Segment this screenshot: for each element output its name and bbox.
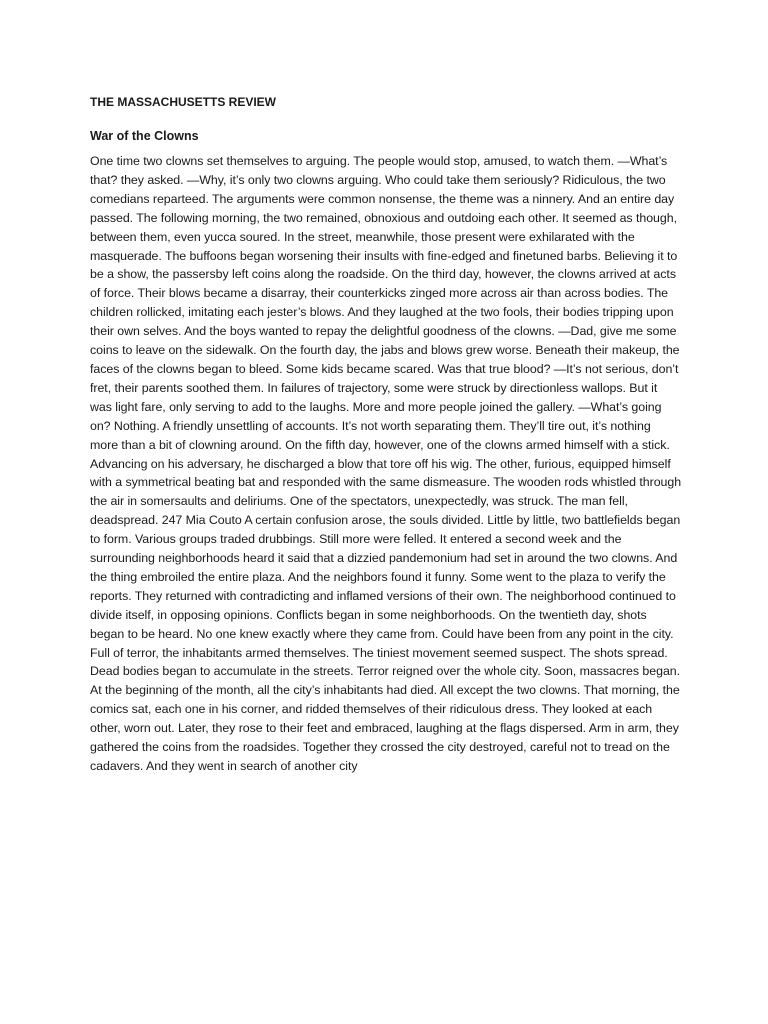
document-content <box>90 92 682 776</box>
story-title: War of the Clowns <box>90 129 199 143</box>
journal-name: THE MASSACHUSETTS REVIEW <box>90 95 277 109</box>
story-body: One time two clowns set themselves to arguing. The people would stop, amused, to watch them. —What’s that? they asked. —Why, it’s only two clowns arguing. Who could take them seriously? Ridiculous, the two comedians reparteed. The arguments were common nonsense, the theme was a ninnery. And an entire day passed. The following morning, the two remained, obnoxious and outdoing each other. It seemed as though, between them, even yucca soured. In the street, meanwhile, those present were exhilarated with the masquerade. The buffoons began worsening their insults with fine-edged and finetuned barbs. Believing it to be a show, the passersby left coins along the roadside. On the third day, however, the clowns arrived at acts of force. Their blows became a disarray, their counterkicks zinged more across air than across bodies. The children rollicked, imitating each jester’s blows. And they laughed at the two fools, their bodies tripping upon their own selves. And the boys wanted to repay the delightful goodness of the clowns. —Dad, give me some coins to leave on the sidewalk. On the fourth day, the jabs and blows grew worse. Beneath their makeup, the faces of the clowns began to bleed. Some kids became scared. Was that true blood? —It’s not serious, don’t fret, their parents soothed them. In failures of trajectory, some were struck by directionless wallops. But it was light fare, only serving to add to the laughs. More and more people joined the gallery. —What’s going on? Nothing. A friendly unsettling of accounts. It’s not worth separating them. They’ll tire out, it’s nothing more than a bit of clowning around. On the fifth day, however, one of the clowns armed himself with a stick. Advancing on his adversary, he discharged a blow that tore off his wig. The other, furious, equipped himself with a symmetrical beating bat and responded with the same dismeasure. The wooden rods whistled through the air in somersaults and deliriums. One of the spectators, unexpectedly, was struck. The man fell, deadspread. 247 Mia Couto A certain confusion arose, the souls divided. Little by little, two battlefields began to form. Various groups traded drubbings. Still more were felled. It entered a second week and the surrounding neighborhoods heard it said that a dizzied pandemonium had set in around the two clowns. And the thing embroiled the entire plaza. And the neighbors found it funny. Some went to the plaza to verify the reports. They returned with contradicting and inflamed versions of their own. The neighborhood continued to divide itself, in opposing opinions. Conflicts began in some neighborhoods. On the twentieth day, shots began to be heard. No one knew exactly where they came from. Could have been from any point in the city. Full of terror, the inhabitants armed themselves. The tiniest movement seemed suspect. The shots spread. Dead bodies began to accumulate in the streets. Terror reigned over the whole city. Soon, massacres began. At the beginning of the month, all the city’s inhabitants had died. All except the two clowns. That morning, the comics sat, each one in his corner, and ridded themselves of their ridiculous dress. They looked at each other, worn out. Later, they rose to their feet and embraced, laughing at the flags dispersed. Arm in arm, they gathered the coins from the roadsides. Together they crossed the city destroyed, careful not to tread on the cadavers. And they went in search of another city <box>90 154 682 773</box>
